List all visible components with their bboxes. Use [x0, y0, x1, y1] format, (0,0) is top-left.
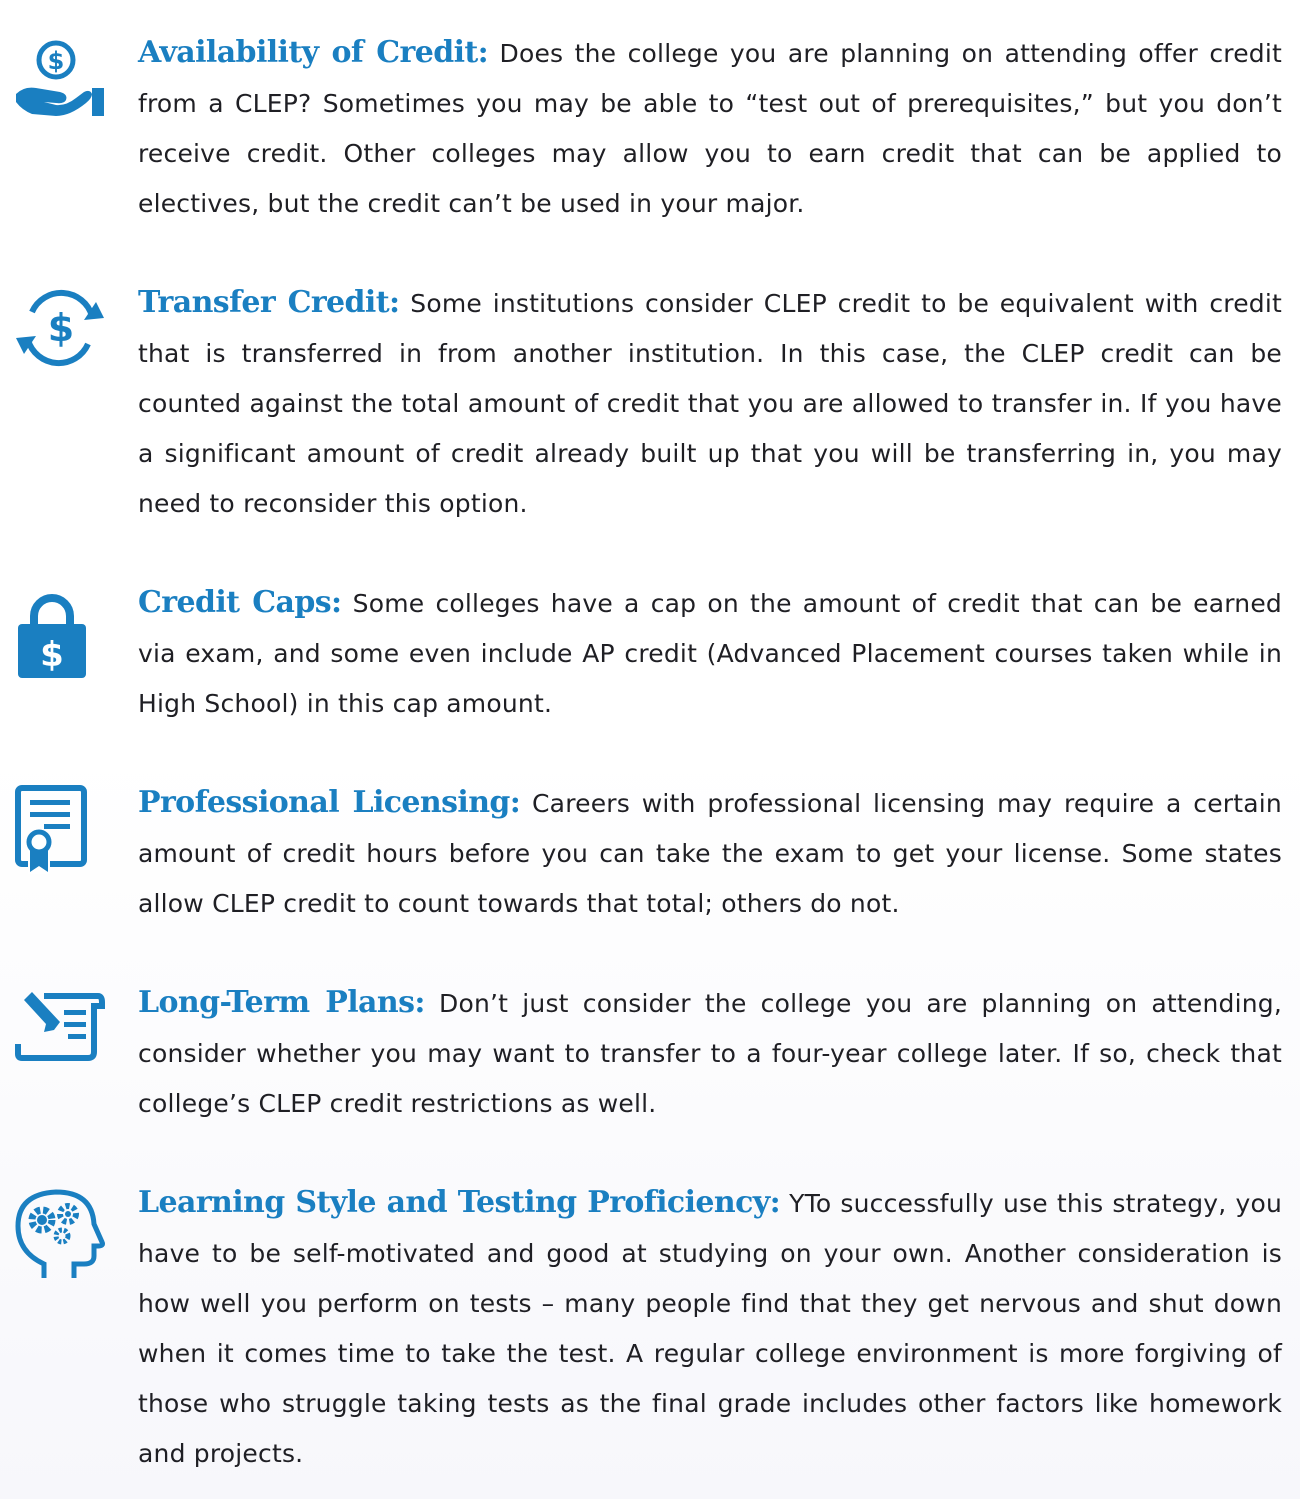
- head-gears-icon: [14, 1186, 106, 1278]
- dollar-lock-icon: [14, 586, 106, 678]
- paragraph: [138, 778, 1282, 929]
- section-body: YTo successfully use this strategy, you have to be self-motivated and good at studying on your own. Another consideration is how well you perform on tests – many people find that they get nervous and shut down when it comes time to take the test. A regular college environment is more forgiving of those who struggle taking tests as the final grade includes other factors like homework and projects.: [138, 1189, 1283, 1468]
- section-heading: Learning Style and Testing Proficiency:: [138, 1185, 781, 1220]
- paragraph: [138, 278, 1282, 529]
- svg-text:$: $: [40, 635, 64, 675]
- paragraph: [138, 578, 1282, 729]
- pen-scroll-icon: [14, 982, 106, 1074]
- section-heading: Availability of Credit:: [138, 35, 489, 70]
- section-heading: Professional Licensing:: [138, 785, 521, 820]
- dollar-transfer-icon: [14, 282, 106, 374]
- section-heading: Transfer Credit:: [138, 285, 400, 320]
- section-heading: Credit Caps:: [138, 585, 342, 620]
- hand-coin-icon: [14, 36, 106, 128]
- paragraph: [138, 28, 1282, 229]
- section-body: Careers with professional licensing may require a certain amount of credit hours before you can take the exam to get your license. Some states allow CLEP credit to count towards that total; others do not.: [138, 789, 1282, 918]
- section-body: Some colleges have a cap on the amount of credit that can be earned via exam, and some even include AP credit (Advanced Placement courses taken while in High School) in this cap amount.: [138, 589, 1282, 718]
- svg-text:$: $: [47, 306, 75, 350]
- paragraph: [138, 1178, 1282, 1479]
- section-body: Does the college you are planning on attending offer credit from a CLEP? Sometimes you may be able to “test out of prerequisites,” but you don’t receive credit. Other colleges may allow you to earn credit that can be applied to electives, but the credit can’t be used in your major.: [138, 39, 1282, 218]
- section-heading: Long-Term Plans:: [138, 985, 425, 1020]
- certificate-icon: [14, 782, 106, 874]
- svg-text:$: $: [47, 47, 65, 75]
- section-body: Some institutions consider CLEP credit to be equivalent with credit that is transferred in from another institution. In this case, the CLEP credit can be counted against the total amount of credit that you are allowed to transfer in. If you have a significant amount of credit already built up that you will be transferring in, you may need to reconsider this option.: [138, 289, 1283, 518]
- paragraph: [138, 978, 1282, 1129]
- section-body: Don’t just consider the college you are planning on attending, consider whether you may want to transfer to a four-year college later. If so, check that college’s CLEP credit restrictions as well.: [138, 989, 1282, 1118]
